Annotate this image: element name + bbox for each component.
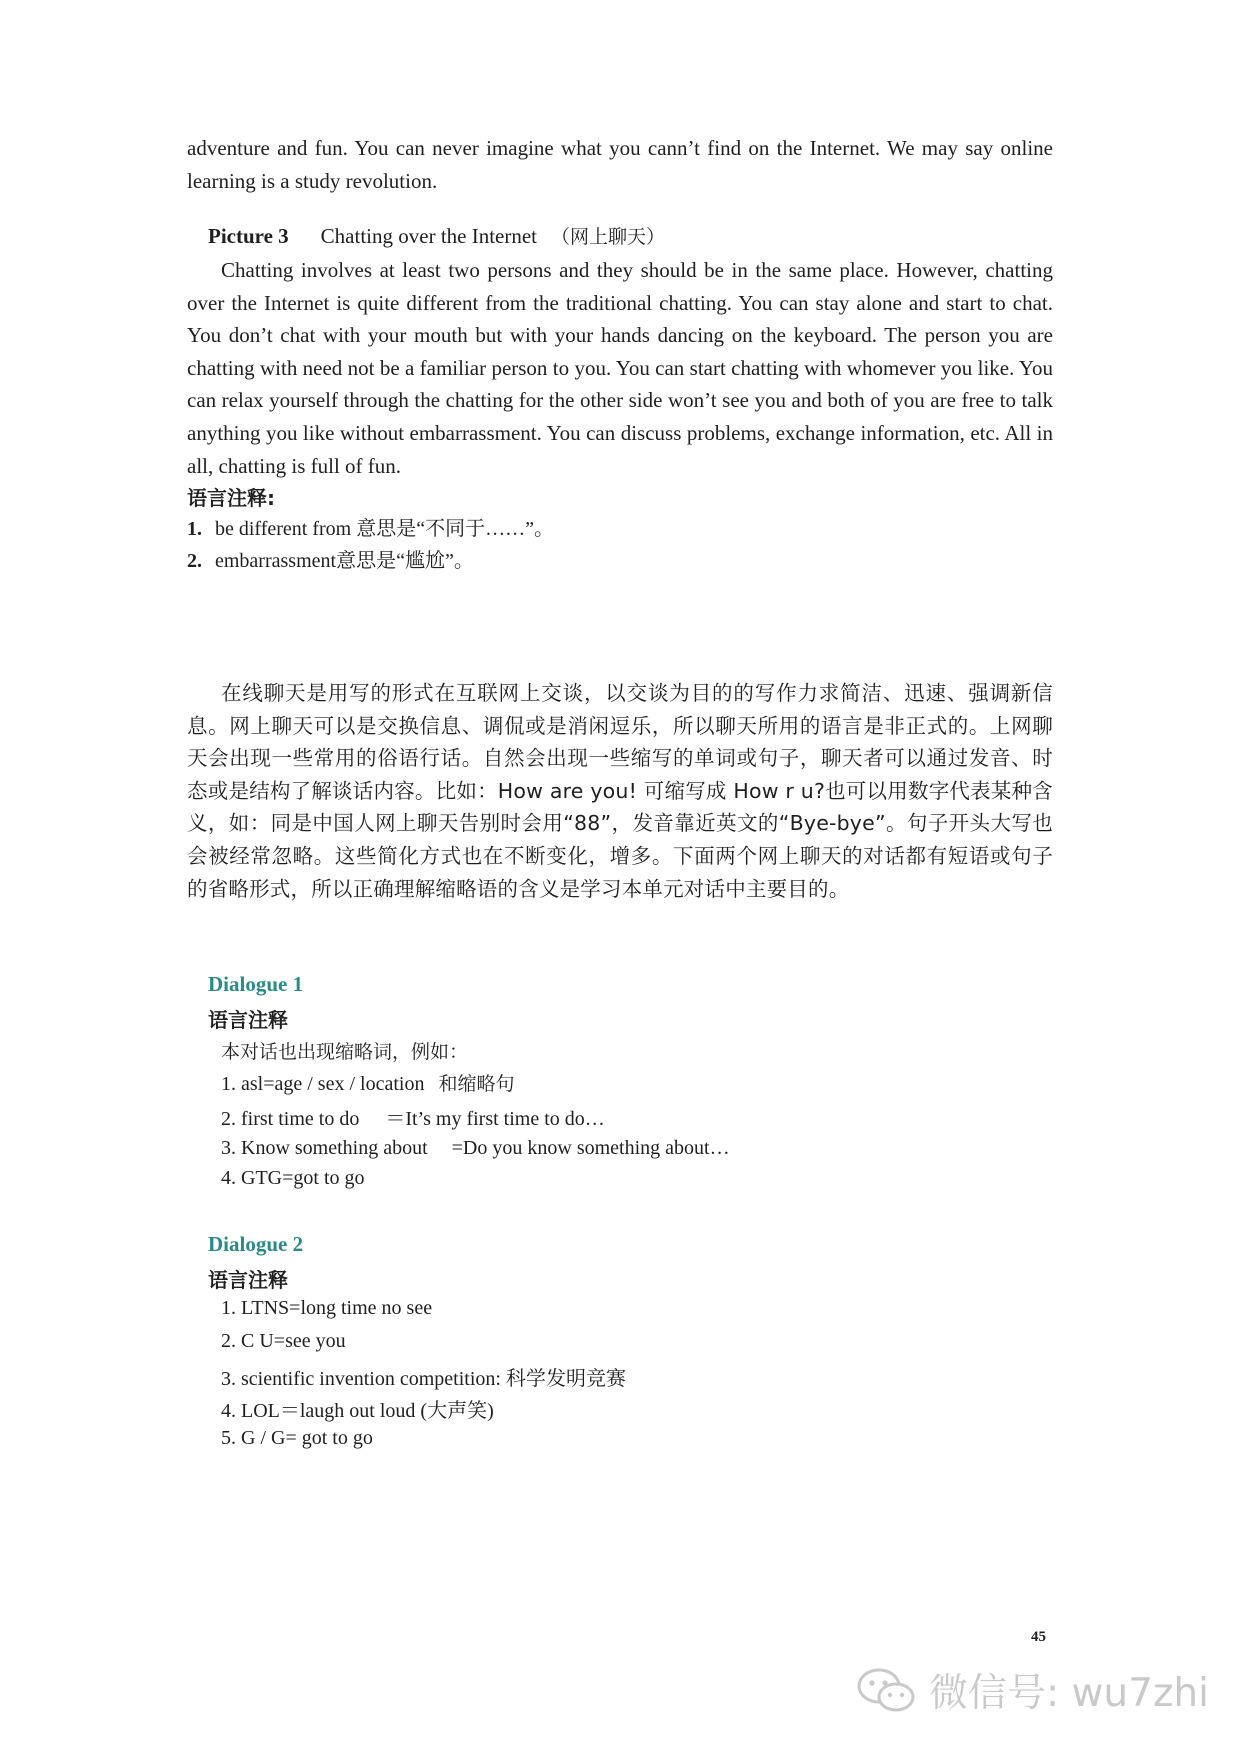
intro-paragraph: adventure and fun. You can never imagine what you cann’t find on the Internet. We may say online learning is a study revolution.	[187, 136, 1053, 193]
item-term: 2. first time to do	[221, 1108, 360, 1130]
item-meaning: ＝It’s my first time to do…	[385, 1108, 605, 1130]
dialogue2-notes-label: 语言注释	[208, 1268, 288, 1292]
dialogue2-item-2: 2. C U=see you	[221, 1330, 346, 1352]
item-meaning: =Do you know something about…	[451, 1137, 730, 1159]
dialogue1-item-4	[221, 1167, 365, 1190]
dialogue2-item-3: 3. scientific invention competition: 科学发明竞赛	[221, 1368, 626, 1390]
watermark	[855, 1662, 1209, 1718]
dialogue1-notes-label: 语言注释	[208, 1008, 288, 1032]
dialogue1-item-1	[221, 1069, 514, 1096]
dialogue1-item-2	[221, 1102, 605, 1131]
picture3-title-cn: （网上聊天）	[551, 226, 666, 248]
page-number: 45	[1031, 1629, 1046, 1645]
note-text: embarrassment意思是“尴尬”。	[215, 550, 474, 572]
picture3-paragraph: Chatting involves at least two persons and they should be in the same place. However, chatting over the Internet is quite different from the traditional chatting. You can stay alone and start to chat. You don’t chat with your mouth but with your hands dancing on the keyboard. The person you are chatting with need not be a familiar person to you. You can start chatting with whomever you like. You can relax yourself through the chatting for the other side won’t see you and both of you are free to talk anything you like without embarrassment. You can discuss problems, exchange information, etc. All in all, chatting is full of fun.	[187, 258, 1053, 478]
note-number: 1.	[187, 518, 202, 540]
picture3-heading	[208, 221, 665, 252]
notes-heading: 语言注释:	[187, 486, 275, 510]
watermark-text: 微信号: wu7zhi	[929, 1671, 1209, 1716]
item-term: 3. Know something about	[221, 1137, 428, 1159]
item-term: 1. asl=age / sex / location	[221, 1073, 425, 1095]
picture3-label: Picture 3	[208, 224, 289, 248]
note-text: be different from 意思是“不同于……”。	[215, 518, 554, 540]
intro-section	[187, 132, 1053, 197]
note-item-1	[187, 514, 554, 544]
dialogue2-title: Dialogue 2	[208, 1232, 304, 1256]
dialogue2-item-5: 5. G / G= got to go	[221, 1427, 373, 1449]
picture3-section	[187, 254, 1053, 482]
chinese-paragraph: 在线聊天是用写的形式在互联网上交谈，以交谈为目的的写作力求简洁、迅速、强调新信息。网上聊天可以是交换信息、调侃或是消闲逗乐，所以聊天所用的语言是非正式的。上网聊天会出现一些常用的俗语行话。自然会出现一些缩写的单词或句子，聊天者可以通过发音、时态或是结构了解谈话内容。比如：How are you! 可缩写成 How r u?也可以用数字代表某种含义，如：同是中国人网上聊天告别时会用“88”，发音靠近英文的“Bye-bye”。句子开头大写也会被经常忽略。这些简化方式也在不断变化，增多。下面两个网上聊天的对话都有短语或句子的省略形式，所以正确理解缩略语的含义是学习本单元对话中主要目的。	[187, 681, 1053, 901]
picture3-title: Chatting over the Internet	[320, 224, 538, 248]
item-term: 4. GTG=got to go	[221, 1167, 365, 1189]
note-item-2	[187, 546, 474, 576]
note-number: 2.	[187, 550, 202, 572]
wechat-logo-icon	[855, 1667, 917, 1713]
dialogue2-item-1: 1. LTNS=long time no see	[221, 1297, 433, 1319]
dialogue2-item-4: 4. LOL＝laugh out loud (大声笑)	[221, 1400, 494, 1422]
dialogue1-item-3	[221, 1137, 730, 1160]
chinese-section	[187, 677, 1053, 905]
dialogue1-intro: 本对话也出现缩略词，例如：	[221, 1041, 469, 1063]
dialogue1-title: Dialogue 1	[208, 972, 304, 996]
item-meaning: 和缩略句	[438, 1073, 515, 1095]
